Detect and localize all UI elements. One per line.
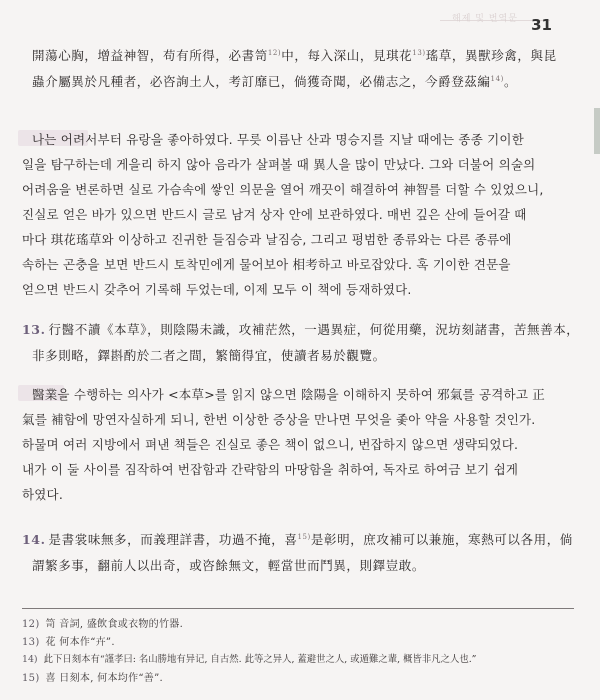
paragraph-13-chinese-line-1: 13. 行醫不讀《本草》，則陰陽未識，攻補茫然，一遇異症，何從用藥，況坊刻諸書，苦無善本， xyxy=(22,322,580,337)
paragraph-14-chinese-line-1: 14. 是書裳味無多，而義理詳書，功過不掩，喜$^{15)}$是彰明，庶攻補可以兼施，寒熱可以各用，倘 xyxy=(22,532,573,547)
paragraph-number-14: 14. xyxy=(22,532,46,547)
paragraph-14-chinese-line-2: 謂繁多事，翻前人以出奇，或咨餘無文，輕當世而鬥異，則鐸豈敢。 xyxy=(32,558,426,573)
paragraph-12-translation-line-3: 어려움을 변론하면 실로 가슴속에 쌓인 의문을 열어 깨끗이 해결하여 神智를 더할 수 있었으니, xyxy=(22,182,544,197)
page-number: 31 xyxy=(531,16,552,34)
paragraph-13-translation-line-1: 醫業을 수행하는 의사가 <本草>를 읽지 않으면 陰陽을 이해하지 못하여 邪氣를 공격하고 正 xyxy=(32,387,545,402)
footnote-14: 14) 此下日刻本有“謹孝曰: 名山勝地有异记, 自古然. 此等之异人, 蓋避世之人, 或遁難之輩, 概皆非凡之人也.” xyxy=(22,654,477,665)
paragraph-12-translation-line-4: 진실로 얻은 바가 있으면 반드시 글로 남겨 상자 안에 보관하였다. 매번 깊은 산에 들어갈 때 xyxy=(22,207,527,222)
footnote-ref-15[interactable]: 15) xyxy=(297,532,311,541)
paragraph-12-translation-line-1: 나는 어려서부터 유랑을 좋아하였다. 무릇 이름난 산과 명승지를 지날 때에는 종종 기이한 xyxy=(32,132,524,147)
footnote-divider xyxy=(22,608,574,609)
paragraph-12-translation-line-7: 얻으면 반드시 갖추어 기록해 두었는데, 이제 모두 이 책에 등재하였다. xyxy=(22,282,412,297)
footnote-13: 13) 花 何本作“卉”. xyxy=(22,637,115,648)
paragraph-12-translation-line-2: 일을 탐구하는데 게을리 하지 않아 음라가 살펴볼 때 異人을 많이 만났다. 그와 더불어 의술의 xyxy=(22,157,536,172)
paragraph-12-chinese-line-1: 開蕩心胸，增益神智，苟有所得，必書笥$^{12)}$中，每入深山，見琪花$^{13)}$瑤草，異獸珍禽，與昆 xyxy=(32,48,557,63)
paragraph-number-13: 13. xyxy=(22,322,46,337)
paragraph-13-translation-line-3: 하물며 여러 지방에서 펴낸 책들은 진실로 좋은 책이 없으니, 번잡하지 않으면 생략되었다. xyxy=(22,437,519,452)
footnote-ref-14[interactable]: 14) xyxy=(490,74,504,83)
edge-tab-marker xyxy=(594,108,600,154)
paragraph-13-translation-line-5: 하였다. xyxy=(22,487,63,502)
paragraph-12-translation-line-5: 마다 琪花瑤草와 이상하고 진귀한 들짐승과 날짐승, 그리고 평범한 종류와는 다른 종류에 xyxy=(22,232,512,247)
running-header: 해제 및 번역문 xyxy=(452,14,518,24)
paragraph-13-chinese-line-2: 非多則略，鐸斟酌於二者之間，繁簡得宜，使讀者易於觀覽。 xyxy=(32,348,386,363)
paragraph-12-chinese-line-2: 蟲介屬異於凡種者，必咨詢土人，考訂靡已，倘獲奇聞，必備志之，今爵登茲編$^{14)}$。 xyxy=(32,74,518,89)
paragraph-13-translation-line-4: 내가 이 둘 사이를 짐작하여 번잡함과 간략함의 마땅함을 취하여, 독자로 하여금 보기 쉽게 xyxy=(22,462,519,477)
footnote-ref-13[interactable]: 13) xyxy=(412,48,426,57)
paragraph-12-translation-line-6: 속하는 곤충을 보면 반드시 토착민에게 물어보아 相考하고 바로잡았다. 혹 기이한 견문을 xyxy=(22,257,511,272)
paragraph-13-translation-line-2: 氣를 補함에 망연자실하게 되니, 한번 이상한 증상을 만나면 무엇을 좇아 약을 사용할 것인가. xyxy=(22,412,536,427)
footnote-ref-12[interactable]: 12) xyxy=(267,48,282,57)
footnote-12: 12) 笥 音詞, 盛飲食或衣物的竹器. xyxy=(22,619,184,630)
footnote-15: 15) 喜 日刻本, 何本均作“善”. xyxy=(22,673,163,684)
